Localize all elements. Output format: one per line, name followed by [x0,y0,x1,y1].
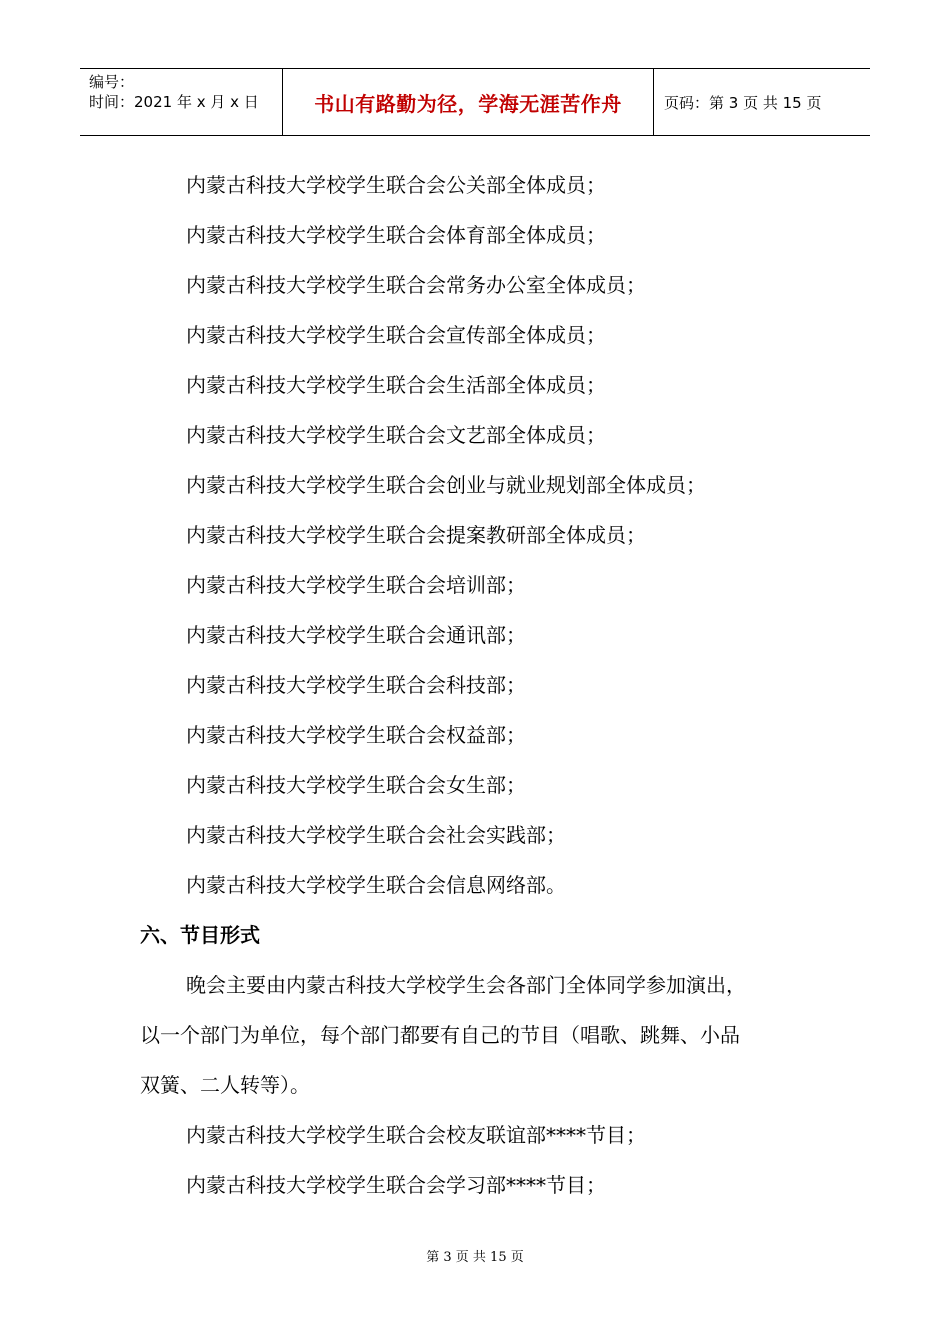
paragraph-line: 以一个部门为单位，每个部门都要有自己的节目（唱歌、跳舞、小品 [140,1023,740,1047]
list-item: 内蒙古科技大学校学生联合会生活部全体成员； [186,373,606,397]
list-item: 内蒙古科技大学校学生联合会文艺部全体成员； [186,423,606,447]
header-meta [80,69,283,135]
footer-page-number: 第 3 页 共 15 页 [426,1250,524,1265]
section-heading: 六、节目形式 [140,923,260,947]
doc-number-label: 编号： [89,73,135,91]
header-motto-cell [283,69,654,135]
list-item: 内蒙古科技大学校学生联合会常务办公室全体成员； [186,273,646,297]
list-item: 内蒙古科技大学校学生联合会公关部全体成员； [186,173,606,197]
list-item: 内蒙古科技大学校学生联合会培训部； [186,573,526,597]
header-page-info: 页码：第 3 页 共 15 页 [664,93,822,112]
list-item: 内蒙古科技大学校学生联合会权益部； [186,723,526,747]
list-item: 内蒙古科技大学校学生联合会科技部； [186,673,526,697]
list-item: 内蒙古科技大学校学生联合会社会实践部； [186,823,566,847]
page-footer [0,1246,950,1265]
list-item: 内蒙古科技大学校学生联合会学习部****节目； [186,1173,606,1197]
list-item: 内蒙古科技大学校学生联合会女生部； [186,773,526,797]
paragraph-line: 双簧、二人转等）。 [140,1073,310,1097]
list-item: 内蒙古科技大学校学生联合会体育部全体成员； [186,223,606,247]
paragraph-line: 晚会主要由内蒙古科技大学校学生会各部门全体同学参加演出， [186,973,746,997]
list-item: 内蒙古科技大学校学生联合会提案教研部全体成员； [186,523,646,547]
header-page-info-cell [654,69,870,135]
page-header [80,68,870,136]
list-item: 内蒙古科技大学校学生联合会校友联谊部****节目； [186,1123,646,1147]
list-item: 内蒙古科技大学校学生联合会宣传部全体成员； [186,323,606,347]
document-body [140,160,830,1210]
list-item: 内蒙古科技大学校学生联合会通讯部； [186,623,526,647]
header-motto: 书山有路勤为径，学海无涯苦作舟 [314,91,622,116]
list-item: 内蒙古科技大学校学生联合会信息网络部。 [186,873,566,897]
list-item: 内蒙古科技大学校学生联合会创业与就业规划部全体成员； [186,473,706,497]
doc-time-label: 时间：2021 年 x 月 x 日 [89,93,259,111]
